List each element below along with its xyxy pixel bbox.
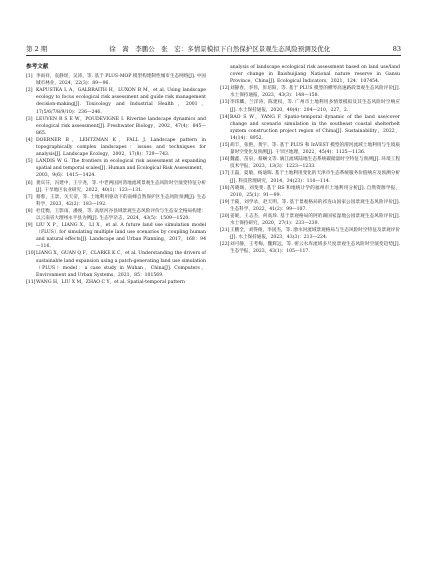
reference-entry [26, 279, 206, 286]
reference-number: [5] [26, 159, 33, 165]
reference-text: 魏鑫，苗泉，蔡娴文等. 漓江流域陆地生态系统碳储量时空特征与预测[J]. 环境工程技术学报，2023，13(3)：1223—1233. [230, 157, 400, 170]
reference-entry [220, 170, 400, 184]
running-header [26, 44, 401, 53]
issue-label: 第 2 期 [26, 45, 48, 53]
reference-entry [26, 137, 206, 158]
reference-number: [10] [26, 251, 36, 257]
reference-number: [16] [220, 157, 230, 163]
references-columns [26, 64, 401, 286]
reference-continuation: analysis of landscape ecological risk assessment based on land use/land cover change in Baishuijiang National nature reserve in Gansu Province，China[J]. Ecological Indicators，2021，124：107454. [230, 65, 400, 85]
reference-entry [26, 222, 206, 250]
reference-entry [220, 213, 400, 227]
reference-number: [1] [26, 74, 33, 80]
reference-number: [2] [26, 88, 33, 94]
reference-entry [26, 73, 206, 87]
reference-entry [220, 199, 400, 213]
reference-number: [17] [220, 171, 230, 177]
reference-text: KAPUSTKA L A，GALBRAITH H，LUXON B M，et al. Using landscape ecology to focus ecological risk assessment and guide risk management decision-making[J]. Toxicology and Industrial Health，2001，17(5/6/7/8/9/10)：236—246. [36, 88, 206, 115]
reference-entry [220, 114, 400, 142]
reference-text: 胡丰，张艳，黄宇，等. 基于 PLUS 和 InVEST 模型的渭河流域土地利用与生境质量时空变化及预测[J]. 干旱区地理，2022，45(4)：1125—1136. [230, 143, 400, 156]
reference-number: [6] [26, 180, 33, 186]
reference-entry [26, 180, 206, 194]
header-rule [26, 55, 401, 56]
reference-text: 蔡蓉，王景，关天帝，等. 土地利用驱动下的南峰自然保护区生态风险预测[J]. 生态科学，2023，42(2)：183—192. [36, 194, 206, 207]
reference-text: 杜佳衡，王影雨，潘俊，等. 高原河谷县域景观生态风险评价与生态安全格局构建：以云南省大理州永平县为例[J]. 生态学杂志，2024，43(5)：1509—1520. [36, 208, 206, 221]
reference-text: 于筱，刘学录，赵天明，等. 基于景观格局的祁连山国家公园景观生态风险评价[J]. 生态科学，2022，41(2)：99—107. [230, 199, 400, 212]
reference-entry [26, 250, 206, 278]
running-title: 徐 嵩 李鹏公 张 宏：多情景模拟下自然保护区景观生态风险预测及优化 [109, 45, 331, 53]
references-heading: 参考文献 [26, 64, 49, 70]
reference-entry [26, 208, 206, 222]
reference-text: 姜妮，王志杰，何高珍. 基于景观格局的阿哈湖国家湿地公园景观生态风险评价[J]. 水土保持研究，2020，27(1)：233—239. [230, 213, 400, 227]
reference-number: [22] [220, 242, 230, 248]
reference-text: WANG H，LIU X M，ZHAO C Y，et al. Spatial-temporal pattern [36, 279, 185, 285]
reference-entry [220, 227, 400, 241]
reference-text: LIANG X，GUAN Q F，CLARKE K C，et al. Understanding the drivers of sustainable land expansion using a patch-generating land use simulation（PLUS）model：a case study in Wuhan，China[J]. Computers，Environment and Urban Systems，2021，85：101569. [36, 251, 206, 278]
right-column [220, 64, 400, 286]
reference-number: [14] [220, 114, 230, 120]
reference-number: [12] [220, 86, 230, 92]
reference-entry [220, 241, 400, 255]
reference-text: BAO S W，YANG F. Spatio-temporal dynamic of the land use/cover change and scenario simulation in the southeast coastal shelterbelt system construction project region of China[J]. Sustainability，2022，14(14)：8952. [230, 114, 400, 141]
reference-entry [220, 85, 400, 99]
page-number: 83 [392, 45, 401, 53]
reference-text: DOERNER B，LEHTZMAN K，FALL J. Landscape pattern in topographically complex landscapes：issues and techniques for analysis[J]. Landscape Ecology，2002，17(8)：729—743. [36, 137, 206, 158]
left-column [26, 64, 206, 286]
reference-entry [26, 116, 206, 137]
reference-number: [20] [220, 213, 230, 219]
reference-text: 王鹏全，刘得俊，李国杰，等. 渤水河流域景观格局与生态风险时空特征及景观评价[J]. 水土保持通报，2023，43(3)：213—224. [230, 228, 400, 241]
reference-entry [26, 194, 206, 208]
reference-text: 芮晓旸，刘斐斐. 基于 RS 和地统计学的福州市土地利用分析[J]. 自然资源学报，2010，25(1)：91—99. [230, 185, 400, 198]
reference-text: LEUVEN R S E W，POUDEVIGNE I. Riverine landscape dynamics and ecological risk assessment[J]. Freshwater Biology，2002，47(4)：845—865. [36, 116, 206, 136]
reference-entry [220, 99, 400, 113]
reference-number: [9] [26, 223, 33, 229]
reference-entry [220, 156, 400, 170]
reference-text: LANDIS W G. The frontiers in ecological risk assessment at expanding spatial and temporal scales[J]. Human and Ecological Risk Assessment，2003，9(6)：1415—1424. [36, 159, 206, 179]
reference-number: [13] [220, 100, 230, 106]
reference-text: 刘静春，李伟，彭培阳，等. 基于 PLUS 模型的横琴高速路段景观生态风险评价[J]. 水土保持通报，2023，43(3)：148—158. [230, 86, 400, 99]
reference-entry [26, 87, 206, 115]
reference-entry [220, 185, 400, 199]
reference-text: 龚宾芬，冯建中，王宇尧，等. 中老两国河湾地流域景观生态风险时空演变特征分析[J]. 干旱地区农业研究，2022，40(1)：123—131. [36, 180, 206, 193]
reference-number: [18] [220, 185, 230, 191]
reference-text: 王磊，夏敏，杨迪晖. 基于土地利用变化的天津市生态系统服务价值响应及预测分析[J]. 科技管理研究，2014，34(23)：110—114. [230, 171, 400, 184]
reference-number: [8] [26, 208, 33, 214]
reference-text: 刘可静，王考梅，魏辉远，等. 密云水库流域多尺度景观生态风险时空演变趋势[J]. 生态学报，2023，43(1)：105—117. [230, 242, 400, 255]
reference-entry [220, 142, 400, 156]
reference-number: [3] [26, 116, 33, 122]
reference-number: [21] [220, 228, 230, 234]
reference-number: [15] [220, 143, 230, 149]
reference-text: LIU X P，LIANG X，LI X，et al. A future land use simulation model（FLUS）for simulating multiple land use scenarios by coupling human and natural effects[J]. Landscape and Urban Planning，2017，168：94—116. [36, 223, 206, 250]
reference-number: [19] [220, 199, 230, 205]
reference-number: [11] [26, 279, 36, 285]
reference-number: [7] [26, 194, 33, 200]
reference-number: [4] [26, 137, 33, 143]
reference-text: 李雨祥，袁静瑶，吴沛，等. 基于 PLUS-MOP 模型构建制性城市生态网络[J]. 中国城市林业，2024，22(3)：89—96. [36, 74, 206, 87]
reference-entry [26, 158, 206, 179]
reference-text: 李玮麟，兰洋涛，陈建权，等. 广州市土地利用多情景模拟及其生态风险时空响应[J]. 水土保持通报，2020，40(4)：204—210，227，2. [230, 100, 400, 113]
